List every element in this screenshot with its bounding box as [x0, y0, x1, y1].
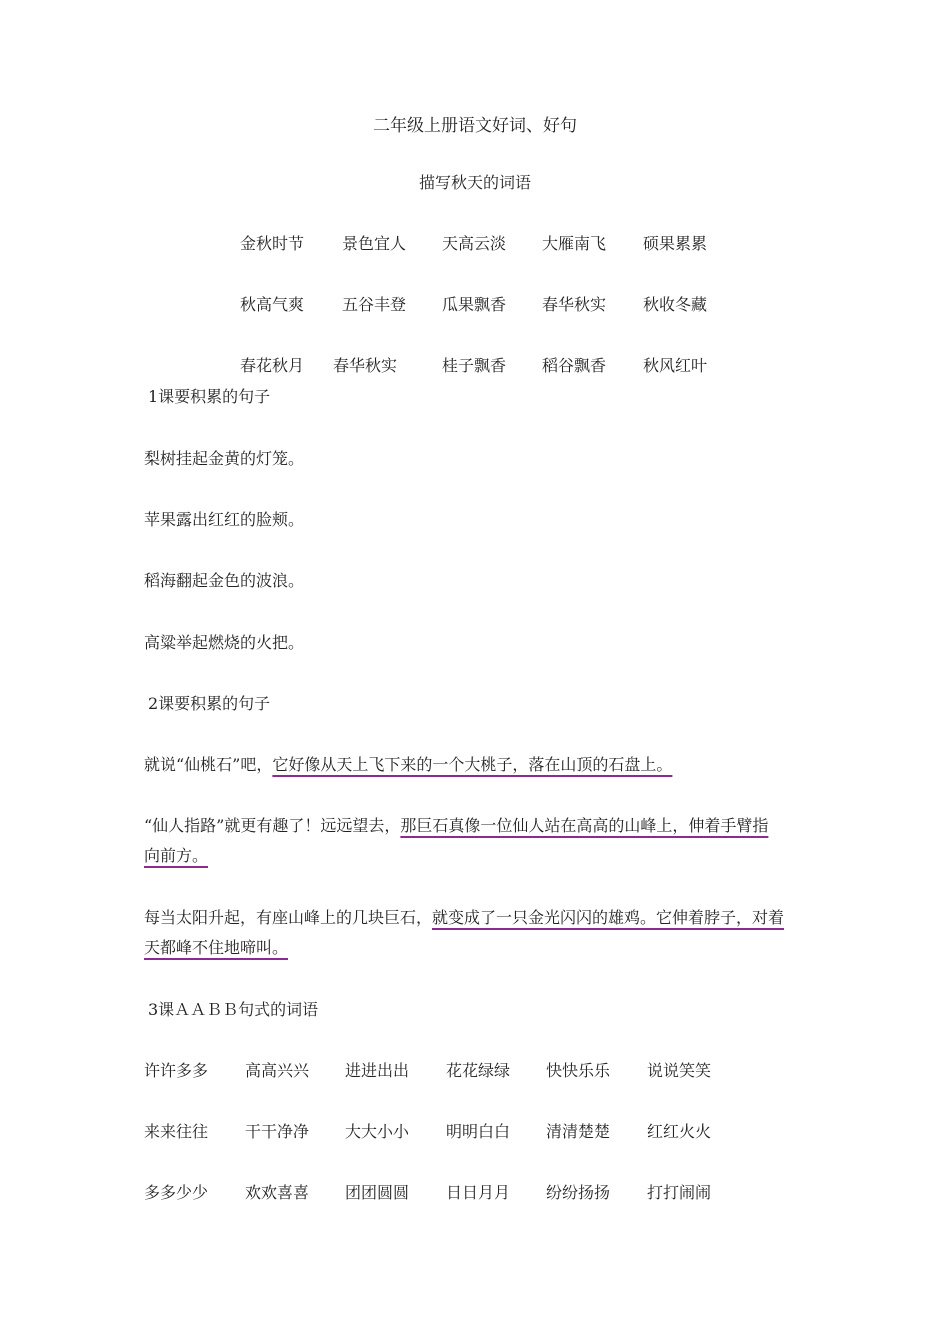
word-cell: 说说笑笑: [647, 1061, 712, 1080]
word-cell: 秋高气爽: [240, 295, 305, 314]
lesson1-sentence: 苹果露出红红的脸颊。: [144, 510, 305, 529]
word-cell: 天高云淡: [442, 234, 507, 253]
word-cell: 瓜果飘香: [442, 295, 507, 314]
lesson1-sentence: 梨树挂起金黄的灯笼。: [144, 449, 305, 468]
word-cell: 明明白白: [446, 1122, 511, 1141]
word-cell: 进进出出: [345, 1061, 410, 1080]
word-cell: 稻谷飘香: [542, 356, 607, 375]
lesson2-heading: 2课要积累的句子: [148, 694, 271, 713]
sentence-underlined: 它好像从天上飞下来的一个大桃子，落在山顶的石盘上。: [272, 755, 673, 774]
lesson1-sentence: 稻海翻起金色的波浪。: [144, 571, 305, 590]
lesson2-sentence-2: [144, 816, 768, 836]
word-cell: 春华秋实: [542, 295, 607, 314]
word-cell: 秋收冬藏: [643, 295, 708, 314]
word-cell: 高高兴兴: [245, 1061, 310, 1080]
lesson3-heading: 3课ＡＡＢＢ句式的词语: [148, 1000, 319, 1019]
page-title: 二年级上册语文好词、好句: [373, 116, 577, 136]
word-cell: 景色宜人: [342, 234, 407, 253]
word-cell: 许许多多: [144, 1061, 209, 1080]
word-cell: 花花绿绿: [446, 1061, 511, 1080]
word-cell: 团团圆圆: [345, 1183, 410, 1202]
word-cell: 金秋时节: [240, 234, 305, 253]
word-cell: 欢欢喜喜: [245, 1183, 310, 1202]
section-heading-autumn-words: 描写秋天的词语: [418, 173, 531, 192]
sentence-underlined: 向前方。: [144, 846, 209, 865]
word-cell: 清清楚楚: [546, 1122, 611, 1141]
lesson1-sentence: 高粱举起燃烧的火把。: [144, 633, 305, 652]
word-cell: 大雁南飞: [542, 234, 607, 253]
lesson2-sentence-3: [144, 908, 784, 928]
word-cell: 日日月月: [446, 1183, 511, 1202]
word-cell: 打打闹闹: [647, 1183, 712, 1202]
word-cell: 大大小小: [345, 1122, 410, 1141]
sentence-underlined: 天都峰不住地啼叫。: [144, 938, 289, 957]
lesson2-sentence-1: [144, 755, 672, 775]
lesson2-sentence-3-cont: [144, 938, 288, 958]
word-cell: 硕果累累: [643, 234, 708, 253]
sentence-plain: “仙人指路”就更有趣了！远远望去，: [144, 816, 401, 835]
word-cell: 春花秋月: [240, 356, 305, 375]
word-cell: 纷纷扬扬: [546, 1183, 611, 1202]
word-cell: 干干净净: [245, 1122, 310, 1141]
sentence-underlined: 那巨石真像一位仙人站在高高的山峰上，伸着手臂指: [400, 816, 769, 835]
sentence-underlined: 就变成了一只金光闪闪的雄鸡。它伸着脖子，对着: [432, 908, 785, 927]
lesson2-sentence-2-cont: [144, 846, 208, 866]
word-cell: 春华秋实: [333, 356, 398, 375]
lesson1-heading: 1课要积累的句子: [148, 387, 271, 406]
word-cell: 红红火火: [647, 1122, 712, 1141]
word-cell: 秋风红叶: [643, 356, 708, 375]
word-cell: 桂子飘香: [442, 356, 507, 375]
sentence-plain: 就说“仙桃石”吧，: [144, 755, 273, 774]
word-cell: 多多少少: [144, 1183, 209, 1202]
sentence-plain: 每当太阳升起，有座山峰上的几块巨石，: [144, 908, 433, 927]
word-cell: 快快乐乐: [546, 1061, 611, 1080]
word-cell: 来来往往: [144, 1122, 209, 1141]
word-cell: 五谷丰登: [342, 295, 407, 314]
